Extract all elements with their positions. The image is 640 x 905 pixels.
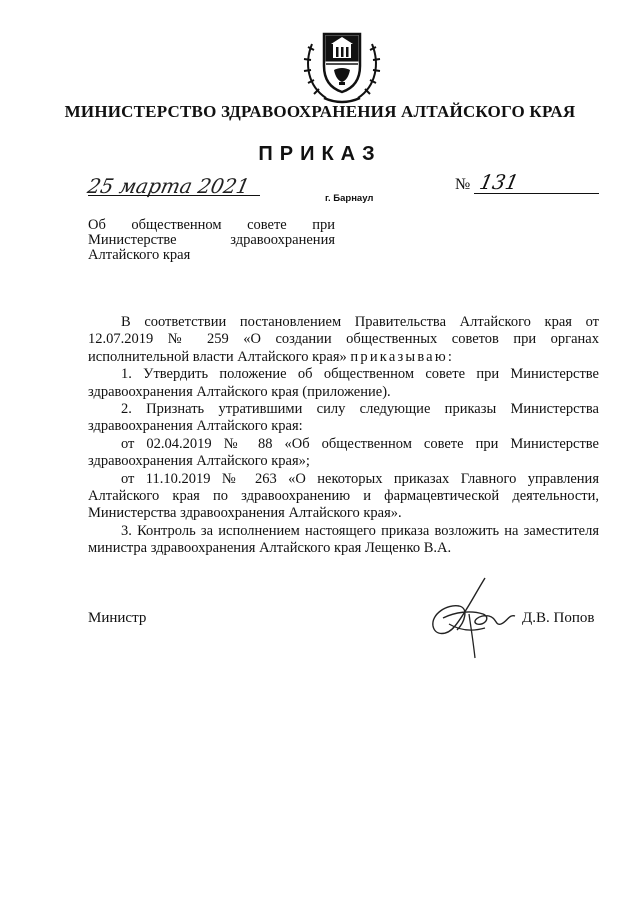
subject-line-1: Об общественном совете при — [88, 217, 335, 233]
order-keyword: приказываю: — [350, 348, 455, 365]
preamble-text: В соответствии постановлением Правительства Алтайского края от 12.07.2019 № 259 «О создании общественных советов при органах исполнительной власти Алтайского края» — [88, 314, 599, 365]
order-subject — [88, 218, 335, 263]
signer-position: Министр — [88, 610, 147, 626]
altai-krai-coat-of-arms-icon — [300, 20, 384, 106]
subject-line-2: Министерстве здравоохранения — [88, 232, 335, 248]
city-label: г. Барнаул — [325, 193, 374, 204]
number-underline — [474, 193, 599, 194]
item-2-paragraph: 2. Признать утратившими силу следующие приказы Министерства здравоохранения Алтайского края: — [88, 401, 599, 435]
document-type-title: ПРИКАЗ — [258, 143, 382, 165]
repealed-order-2: от 11.10.2019 № 263 «О некоторых приказах Главного управления Алтайского края по здравоохранению и фармацевтической деятельности, Министерства здравоохранения Алтайского края». — [88, 470, 599, 522]
order-number-handwritten: 131 — [477, 170, 521, 194]
item-3-paragraph: 3. Контроль за исполнением настоящего приказа возложить на заместителя министра здравоохранения Алтайского края Лещенко В.А. — [88, 522, 599, 557]
preamble-paragraph — [88, 314, 599, 366]
order-date-handwritten: 25 марта 2021 — [85, 174, 252, 198]
signer-name: Д.В. Попов — [522, 610, 595, 626]
repealed-order-1: от 02.04.2019 № 88 «Об общественном совете при Министерстве здравоохранения Алтайского края»; — [88, 435, 599, 470]
ministry-name: МИНИСТЕРСТВО ЗДРАВООХРАНЕНИЯ АЛТАЙСКОГО КРАЯ — [64, 102, 576, 121]
item-1-paragraph: 1. Утвердить положение об общественном совете при Министерстве здравоохранения Алтайского края (приложение). — [88, 366, 599, 400]
number-label: № — [455, 176, 471, 193]
date-underline — [88, 195, 260, 196]
order-body — [88, 314, 599, 558]
subject-line-3: Алтайского края — [88, 247, 191, 263]
handwritten-signature — [425, 574, 520, 664]
